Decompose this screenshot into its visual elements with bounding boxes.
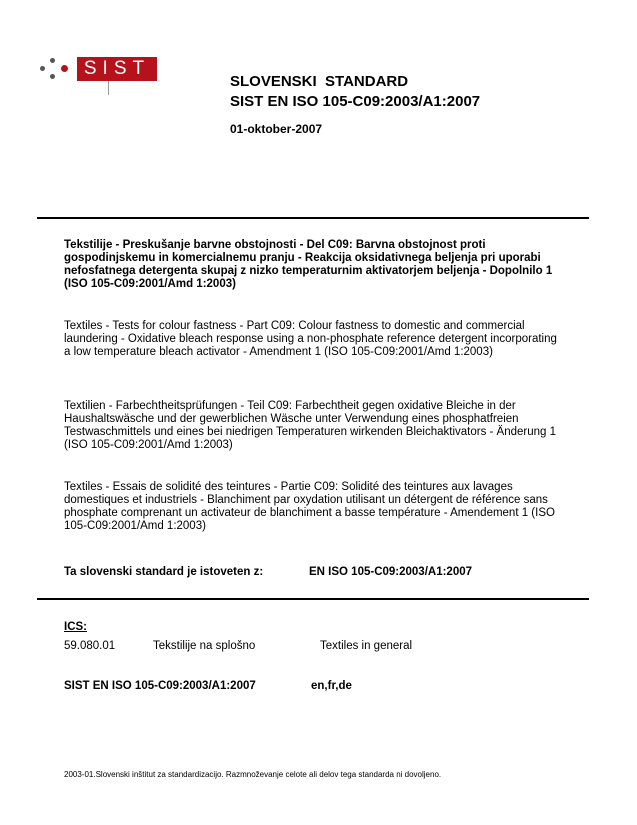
ics-description-en: Textiles in general — [320, 640, 413, 652]
ics-code: 59.080.01 — [64, 640, 116, 652]
title-english: Textiles - Tests for colour fastness - Part C09: Colour fastness to domestic and commercial laundering - Oxidative bleach response using a non-phosphate reference detergent incorporating a low temperature bleach activator - Amendment 1 (ISO 105-C09:2001/Amd 1:2003) — [64, 320, 557, 358]
logo-text: SIST — [83, 58, 151, 79]
logo-divider — [108, 81, 109, 95]
top-rule — [37, 217, 589, 219]
equivalence-label: Ta slovenski standard je istoveten z: — [64, 566, 264, 578]
reference-languages: en,fr,de — [311, 680, 352, 692]
title-slovenian: Tekstilije - Preskušanje barvne obstojnosti - Del C09: Barvna obstojnost proti gospodinjskemu in komercialnemu pranju - Reakcija oksidativnega beljenja pri uporabi nefosfatnega detergenta skupaj z nizko temperaturnim aktivatorjem beljenja - Dopolnilo 1 (ISO 105-C09:2001/Amd 1:2003) — [64, 239, 553, 290]
title-german: Textilien - Farbechtheitsprüfungen - Teil C09: Farbechtheit gegen oxidative Bleiche in der Haushaltswäsche und der gewerblichen Wäsche unter Verwendung eines phosphatfreien Testwaschmittels und eines bei niedrigen Temperaturen wirkenden Bleichaktivators - Änderung 1 (ISO 105-C09:2001/Amd 1:2003) — [64, 400, 557, 451]
logo-dot — [50, 74, 55, 79]
reference-code: SIST EN ISO 105-C09:2003/A1:2007 — [64, 680, 256, 692]
logo-dot — [61, 65, 68, 72]
copyright-footer: 2003-01.Slovenski inštitut za standardizacijo. Razmnoževanje celote ali delov tega standarda ni dovoljeno. — [64, 770, 442, 779]
standard-type: SLOVENSKI STANDARD — [230, 73, 409, 90]
title-french: Textiles - Essais de solidité des teintures - Partie C09: Solidité des teintures aux lavages domestiques et industriels - Blanchiment par oxydation utilisant un détergent de référence sans phosphate comprenant un activateur de blanchiment a basse température - Amendement 1 (ISO 105-C09:2001/Amd 1:2003) — [64, 481, 555, 532]
publication-date: 01-oktober-2007 — [230, 122, 323, 136]
ics-label: ICS: — [64, 621, 87, 633]
logo-dot — [50, 58, 55, 63]
logo-dot — [40, 66, 45, 71]
ics-description-sl: Tekstilije na splošno — [153, 640, 256, 652]
bottom-rule — [37, 598, 589, 600]
standard-number: SIST EN ISO 105-C09:2003/A1:2007 — [230, 93, 481, 110]
equivalence-value: EN ISO 105-C09:2003/A1:2007 — [309, 566, 473, 578]
